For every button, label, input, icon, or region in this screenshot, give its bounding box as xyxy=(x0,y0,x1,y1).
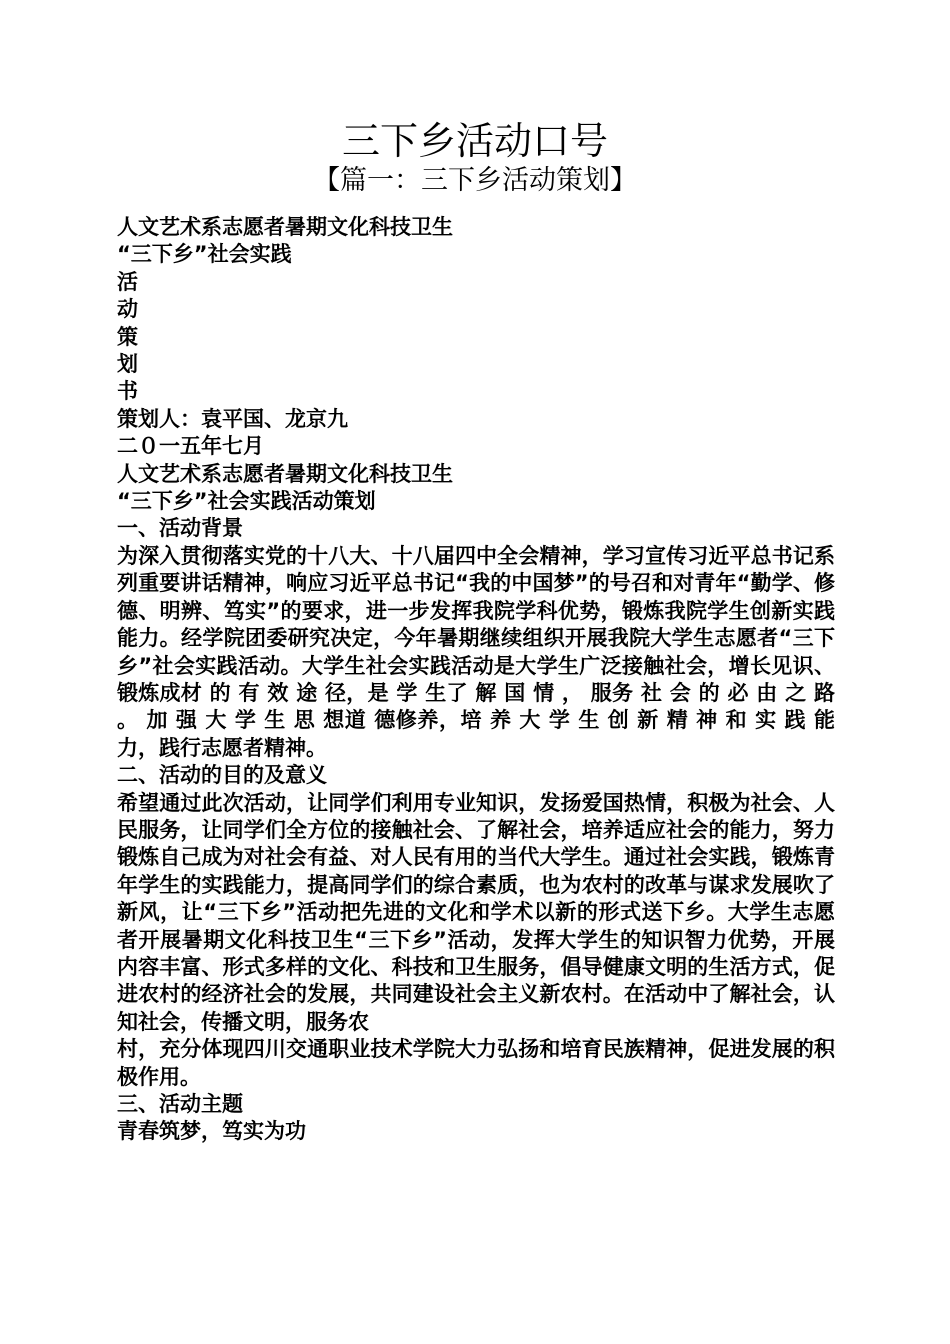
section-paragraph: 村，充分体现四川交通职业技术学院大力弘扬和培育民族精神，促进发展的积极作用。 xyxy=(117,1037,835,1089)
header-line: 策 xyxy=(117,324,138,349)
planner-line: 策划人：袁平国、龙京九 xyxy=(117,406,348,431)
header-line: 人文艺术系志愿者暑期文化科技卫生 xyxy=(117,461,453,486)
section-heading: 一、活动背景 xyxy=(117,516,243,541)
header-line: 人文艺术系志愿者暑期文化科技卫生 xyxy=(117,215,453,239)
header-line: 动 xyxy=(117,297,138,322)
section-paragraph: 青春筑梦，笃实为功 xyxy=(117,1119,306,1144)
date-line: 二０一五年七月 xyxy=(117,434,264,459)
section-paragraph: 为深入贯彻落实党的十八大、十八届四中全会精神，学习宣传习近平总书记系列重要讲话精神，响应习近平总书记“我的中国梦”的号召和对青年“勤学、修德、明辨、笃实”的要求，进一步发挥我院学科优势，锻炼我院学生创新实践能力。经学院团委研究决定，今年暑期继续组织开展我院大学生志愿者“三下乡”社会实践活动。大学生社会实践活动是大学生广泛接触社会，增长见识、锻炼成材 的 有 效 途 径，是 学 生了 解 国 情 ， 服务 社 会 的 必 由 之 路 。 加 强 大 学 生 思 想道 德修养，培 养 大 学 生 创 新 精 神 和 实 践 能 力，践行志愿者精神。 xyxy=(117,543,835,760)
document-body xyxy=(117,214,835,1146)
section-paragraph: 希望通过此次活动，让同学们利用专业知识，发扬爱国热情，积极为社会、人民服务，让同学们全方位的接触社会、了解社会，培养适应社会的能力，努力锻炼自己成为对社会有益、对人民有用的当代大学生。通过社会实践，锻炼青年学生的实践能力，提高同学们的综合素质，也为农村的改革与谋求发展吹了新风，让“三下乡”活动把先进的文化和学术以新的形式送下乡。大学生志愿者开展暑期文化科技卫生“三下乡”活动，发挥大学生的知识智力优势，开展内容丰富、形式多样的文化、科技和卫生服务，倡导健康文明的生活方式，促进农村的经济社会的发展，共同建设社会主义新农村。在活动中了解社会，认知社会，传播文明，服务农 xyxy=(117,790,835,1034)
header-line: 书 xyxy=(117,379,138,404)
header-line: 划 xyxy=(117,352,138,377)
page-subtitle: 【篇一：三下乡活动策划】 xyxy=(313,165,637,196)
page-title: 三下乡活动口号 xyxy=(341,119,608,163)
header-line: 活 xyxy=(117,269,138,294)
section-heading: 二、活动的目的及意义 xyxy=(117,763,327,788)
header-line: “三下乡”社会实践 xyxy=(117,242,292,267)
section-heading: 三、活动主题 xyxy=(117,1092,243,1116)
header-line: “三下乡”社会实践活动策划 xyxy=(117,489,376,514)
